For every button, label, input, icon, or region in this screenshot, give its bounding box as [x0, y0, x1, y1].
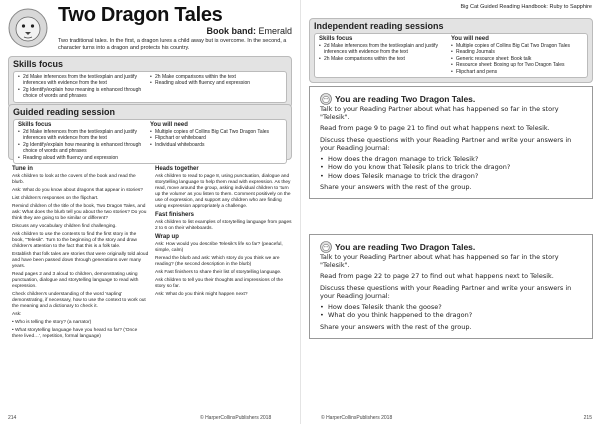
skills-item: • Reading aloud with fluency and expression — [150, 80, 282, 86]
independent-reading-columns — [314, 33, 588, 78]
reading-card-2-question: • What do you think happened to the dragon? — [320, 311, 582, 319]
guided-reading-panel — [8, 104, 292, 160]
section-heading: Fast finishers — [155, 212, 195, 218]
section-paragraph: • Who is telling the story? (a narrator) — [12, 320, 92, 325]
indep-need-item: • Multiple copies of Collins Big Cat Two Dragon Tales — [451, 43, 583, 49]
section-paragraph: Ask: What do you think might happen next? — [155, 292, 248, 297]
section-paragraph: Reread the blurb and ask: Which story do you think we are reading? (the second description in the blurb) — [155, 256, 280, 267]
guided-skills-item: • 2d Make inferences from the text/explain and justify inferences with evidence from the text — [18, 129, 150, 142]
page-number: 214 — [8, 415, 17, 421]
section-paragraph: Ask children to look at the covers of the book and read the blurb. — [12, 174, 136, 185]
indep-need-item: • Generic resource sheet: Book talk — [451, 56, 583, 62]
lion-icon — [320, 241, 332, 253]
reading-card-1-question: • How do you know that Telesik plans to trick the dragon? — [320, 163, 582, 171]
copyright: © HarperCollinsPublishers 2018 — [321, 415, 393, 421]
reading-card-1-header — [320, 93, 582, 105]
section-paragraph: Read pages 2 and 3 aloud to children, demonstrating using punctuation, dialogue and storytelling language to read with expression. — [12, 272, 139, 289]
reading-card-2-heading: You are reading Two Dragon Tales. — [335, 242, 476, 252]
section-paragraph: Ask children to read to page 8, using punctuation, dialogue and storytelling language to help them read with expression. As they read, move around the group, asking individual children to 'turn up the volume' as you listen to them. Comment positively on the use of expression, and support any children who are finding using expression appropriately a challenge. — [155, 174, 291, 209]
guided-need-item: • Flipchart or whiteboard — [150, 135, 282, 141]
section-paragraph: Remind children of the title of the book, Two Dragon Tales, and ask: What does the blurb tell you about the two stories? Do you think they are going to be similar or different? — [12, 204, 147, 221]
section-paragraph: Discuss any vocabulary children find challenging. — [12, 224, 117, 229]
indep-need-heading: You will need — [451, 36, 489, 42]
indep-skills-item: • 2d Make inferences from the text/explain and justify inferences with evidence from the text — [319, 43, 451, 56]
book-band — [206, 26, 292, 36]
skills-focus-heading: Skills focus — [13, 59, 64, 69]
reading-card-2-question: • How does Telesik thank the goose? — [320, 303, 582, 311]
indep-need-item: • Reading Journals — [451, 49, 583, 55]
reading-card-1-heading: You are reading Two Dragon Tales. — [335, 94, 476, 104]
reading-card-1-p3: Discuss these questions with your Reading Partner and write your answers in your Reading Journal: — [320, 135, 572, 152]
guided-skills-item: • 2g Identify/explain how meaning is enhanced through choice of words and phrases — [18, 142, 150, 155]
guided-need-heading: You will need — [150, 122, 188, 128]
reading-card-1-p2: Read from page 9 to page 21 to find out what happens next to Telesik. — [320, 124, 550, 133]
section-paragraph: Establish that folk tales are stories that were originally told aloud and have been passed down through generations over many years. — [12, 252, 149, 269]
indep-skills-item: • 2h Make comparisons within the text — [319, 56, 451, 62]
running-header: Big Cat Guided Reading Handbook: Ruby to Sapphire — [460, 4, 592, 10]
reading-card-1-p1: Talk to your Reading Partner about what has happened so far in the story "Telesik". — [320, 105, 559, 122]
reading-card-1-question: • How does the dragon manage to trick Telesik? — [320, 155, 582, 163]
section-paragraph: • What storytelling language have you heard so far? ('Once there lived…', repetition, formal language) — [12, 328, 138, 339]
indep-skills-heading: Skills focus — [319, 36, 353, 42]
lion-logo-icon — [8, 8, 48, 48]
section-paragraph: Ask: What do you know about dragons that appear in stories? — [12, 188, 143, 193]
lesson-columns — [12, 164, 292, 342]
reading-card-2-p3: Discuss these questions with your Reading Partner and write your answers in your Reading Journal: — [320, 283, 572, 300]
skills-item: • 2h Make comparisons within the text — [150, 74, 282, 80]
page-number: 215 — [583, 415, 592, 421]
guided-reading-heading: Guided reading session — [13, 107, 116, 117]
reading-card-1-question: • How does Telesik manage to trick the dragon? — [320, 172, 582, 180]
guided-skills-heading: Skills focus — [18, 122, 52, 128]
reading-card-2-p1: Talk to your Reading Partner about what has happened so far in the story "Telesik". — [320, 253, 559, 270]
guided-skills-item: • Reading aloud with fluency and expression — [18, 155, 150, 161]
reading-card-2 — [309, 234, 593, 339]
guided-need-item: • Individual whiteboards — [150, 142, 282, 148]
right-page — [300, 0, 600, 424]
section-paragraph: List children's responses on the flipchart. — [12, 196, 99, 201]
section-heading: Heads together — [155, 166, 199, 172]
section-paragraph: Check children's understanding of the word 'sapling' demonstrating, if necessary, how to use the context to work out the meaning and a dictionary to check it. — [12, 292, 146, 309]
book-band-label: Book band: — [206, 26, 256, 36]
indep-need-item: • Flipchart and pens — [451, 69, 583, 75]
skills-item: • 2g Identify/explain how meaning is enhanced through choice of words and phrases — [18, 87, 150, 100]
book-title: Two Dragon Tales — [58, 4, 223, 26]
lesson-column-right — [155, 164, 292, 342]
skills-item: • 2d Make inferences from the text/explain and justify inferences with evidence from the text — [18, 74, 150, 87]
section-paragraph: Ask children to list examples of storytelling language from pages 2 to 6 on their whiteboards. — [155, 220, 292, 231]
section-paragraph: Ask Fast finishers to share their list of storytelling language. — [155, 270, 282, 275]
reading-card-1-p4: Share your answers with the rest of the group. — [320, 183, 472, 192]
section-paragraph: Ask: — [12, 312, 22, 317]
reading-card-2-p4: Share your answers with the rest of the group. — [320, 322, 472, 331]
book-band-value: Emerald — [258, 26, 292, 36]
section-paragraph: Ask children to tell you their thoughts and impressions of the story so far. — [155, 278, 283, 289]
section-paragraph: Ask children to use the contents to find the first story in the book, "Telesik". Turn to the beginning of the story and draw children's attention to the fact that this is a folk tale. — [12, 232, 137, 249]
section-heading: Tune in — [12, 166, 33, 172]
section-heading: Wrap up — [155, 234, 179, 240]
skills-focus-list — [13, 71, 287, 103]
reading-card-2-header — [320, 241, 582, 253]
skills-focus-panel — [8, 56, 292, 108]
independent-reading-panel — [309, 18, 593, 83]
independent-reading-heading: Independent reading sessions — [314, 21, 444, 31]
copyright: © HarperCollinsPublishers 2018 — [200, 415, 272, 421]
book-intro: Two traditional tales. In the first, a dragon lures a child away but is overcome. In the second, a character turns into a dragon and protects his country. — [58, 38, 287, 51]
guided-reading-columns — [13, 119, 287, 164]
guided-need-item: • Multiple copies of Collins Big Cat Two Dragon Tales — [150, 129, 282, 135]
indep-need-item: • Resource sheet: Boxing up for Two Dragon Tales — [451, 62, 583, 68]
section-paragraph: Ask: How would you describe Telesik's life so far? (peaceful, simple, calm) — [155, 242, 283, 253]
lion-icon — [320, 93, 332, 105]
reading-card-1 — [309, 86, 593, 199]
lesson-column-left — [12, 164, 149, 342]
reading-card-2-p2: Read from page 22 to page 27 to find out what happens next to Telesik. — [320, 272, 554, 281]
